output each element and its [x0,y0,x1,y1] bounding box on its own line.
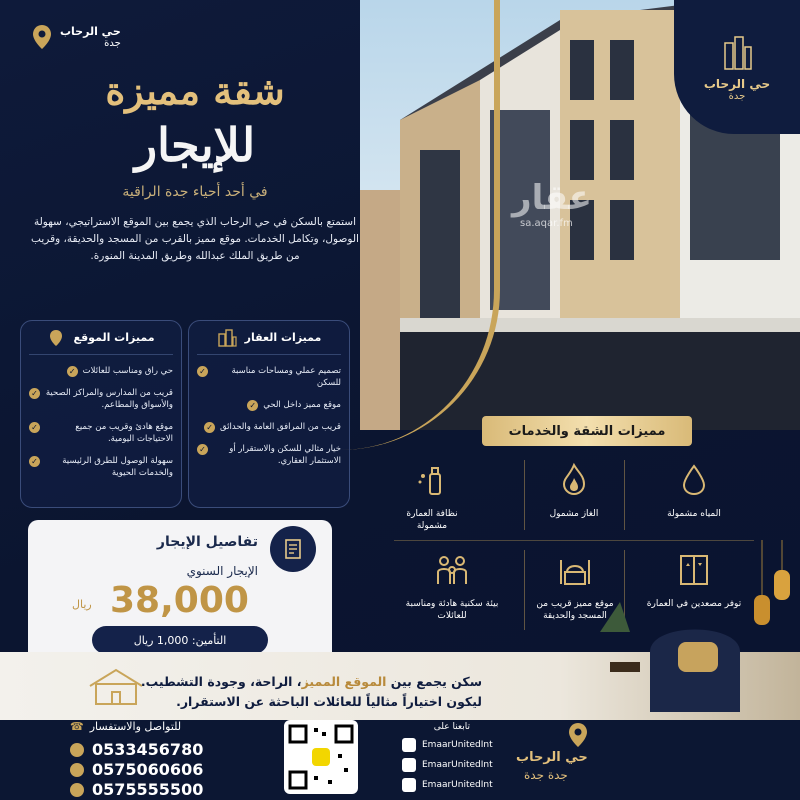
location-features-card [20,320,182,508]
list-item [197,443,341,467]
contract-icon [270,526,316,572]
map-pin-icon [568,722,588,748]
social-handle: EmaarUnitedInt [422,740,493,750]
intro-text: استمتع بالسكن في حي الرحاب الذي يجمع بين الموقع الاستراتيجي، سهولة الوصول، وتكامل الخدمات. موقع مميز بالقرب من المسجد والحديقة، وقريب من طريق الملك عبدالله وطريق المدينة المنورة. [31,216,359,262]
list-item [29,365,173,377]
mosque-icon [557,552,593,588]
qr-code[interactable] [284,720,358,794]
rent-title: تفاصيل الإيجار [156,534,258,550]
service-item [654,462,734,520]
list-item-text: موقع مميز داخل الحي [263,400,341,410]
service-label: بيئة سكنية هادئة ومناسبة للعائلات [405,599,499,621]
service-label: موقع مميز قريب من المسجد والحديقة [536,599,614,621]
list-item-text: خيار مثالي للسكن والاستقرار أو الاستثمار العقاري. [229,444,341,466]
slogan-band [0,652,800,720]
check-icon: ✓ [197,366,208,377]
list-item [197,421,341,433]
instagram-icon [402,778,416,792]
list-item [197,399,341,411]
social-link-instagram[interactable] [402,778,493,792]
slogan-highlight: الموقع المميز [301,674,387,689]
elevator-icon [676,552,712,588]
headline-subtitle: في أحد أحياء جدة الراقية [122,184,268,200]
social-link-x[interactable] [402,758,493,772]
map-pin-icon [47,329,65,347]
service-item [534,462,614,520]
check-icon: ✓ [67,366,78,377]
property-features-title: مميزات العقار [244,331,322,344]
headline-line1: شقة مميزة [105,68,285,113]
building-logo-icon [717,33,757,73]
check-icon: ✓ [197,444,208,455]
rent-currency: ريال [72,598,92,611]
location-features-title: مميزات الموقع [73,331,155,344]
armchair-decoration [590,592,790,720]
rent-amount: 38,000 [110,580,249,621]
phone-icon [70,783,84,797]
phone-icon [70,743,84,757]
badge-city: جدة [728,90,746,102]
house-icon [86,666,146,706]
list-item [197,365,341,389]
service-label: توفر مصعدين في العمارة [646,599,742,609]
social-handle: EmaarUnitedInt [422,780,493,790]
badge-title: حي الرحاب [703,76,771,91]
list-item [29,421,173,445]
footer-brand-city: جدة جدة [524,768,568,782]
service-item [404,552,500,622]
list-item-text: قريب من المدارس والمراكز الصحية والأسواق والمطاعم. [45,388,173,410]
footer-brand-title: حي الرحاب [516,750,588,765]
deposit-pill: التأمين: 1,000 ريال [92,626,268,654]
list-item-text: حي راق ومناسب للعائلات [82,366,173,376]
phone-number[interactable] [70,760,203,779]
phone-icon: ☎ [70,720,84,733]
phone-text: 0533456780 [92,740,204,759]
building-icon [217,329,237,347]
check-icon: ✓ [204,422,215,433]
water-drop-icon [676,462,712,498]
phone-icon [70,763,84,777]
phone-text: 0575555500 [92,780,204,799]
list-item-text: موقع هادئ وقريب من جميع الاحتياجات اليومية. [75,422,173,444]
check-icon: ✓ [247,400,258,411]
service-label: الغاز مشمول [549,509,599,519]
brand-badge [674,0,800,134]
gas-flame-icon [556,462,592,498]
slogan-line2: ليكون اختياراً مثالياً للعائلات الباحثة عن الاستقرار. [176,694,482,709]
family-icon [434,552,470,588]
service-item [392,462,472,532]
phone-text: 0575060606 [92,760,204,779]
check-icon: ✓ [29,422,40,433]
headline-line2: للإيجار [134,118,256,172]
list-item-text: قريب من المرافق العامة والحدائق [220,422,341,432]
contact-title [70,720,181,733]
service-label: المياه مشمولة [667,509,721,519]
list-item [29,387,173,411]
contact-title-text: للتواصل والاستفسار [89,720,182,733]
check-icon: ✓ [29,388,40,399]
rent-details-box [28,520,332,662]
list-item-text: تصميم عملي ومساحات مناسبة للسكن [231,366,341,388]
list-item-text: سهولة الوصول للطرق الرئيسية والخدمات الحيوية [62,456,173,478]
phone-number[interactable] [70,780,203,799]
phone-number[interactable] [70,740,203,759]
check-icon: ✓ [29,456,40,467]
cleaning-icon [414,462,450,498]
property-features-card [188,320,350,508]
snapchat-icon [402,738,416,752]
rent-label: الإيجار السنوي [186,564,258,578]
social-handle: EmaarUnitedInt [422,760,493,770]
location-city: جدة [104,38,121,49]
social-link-snapchat[interactable] [402,738,493,752]
slogan-line1 [141,674,482,689]
location-district: حي الرحاب [60,25,121,38]
location-tag [32,24,121,50]
watermark-logo: عقار [512,178,593,218]
list-item [29,455,173,479]
map-pin-icon [32,24,52,50]
watermark-url: sa.aqar.fm [520,218,573,229]
follow-us-label: تابعنا على [433,722,470,732]
slogan-suffix: ، الراحة، وجودة التشطيب. [140,674,302,689]
service-label: نظافة العمارة مشمولة [406,509,458,531]
slogan-prefix: سكن يجمع بين [386,674,482,689]
services-title: مميزات الشقة والخدمات [482,416,692,446]
x-icon [402,758,416,772]
contact-footer [0,720,800,800]
